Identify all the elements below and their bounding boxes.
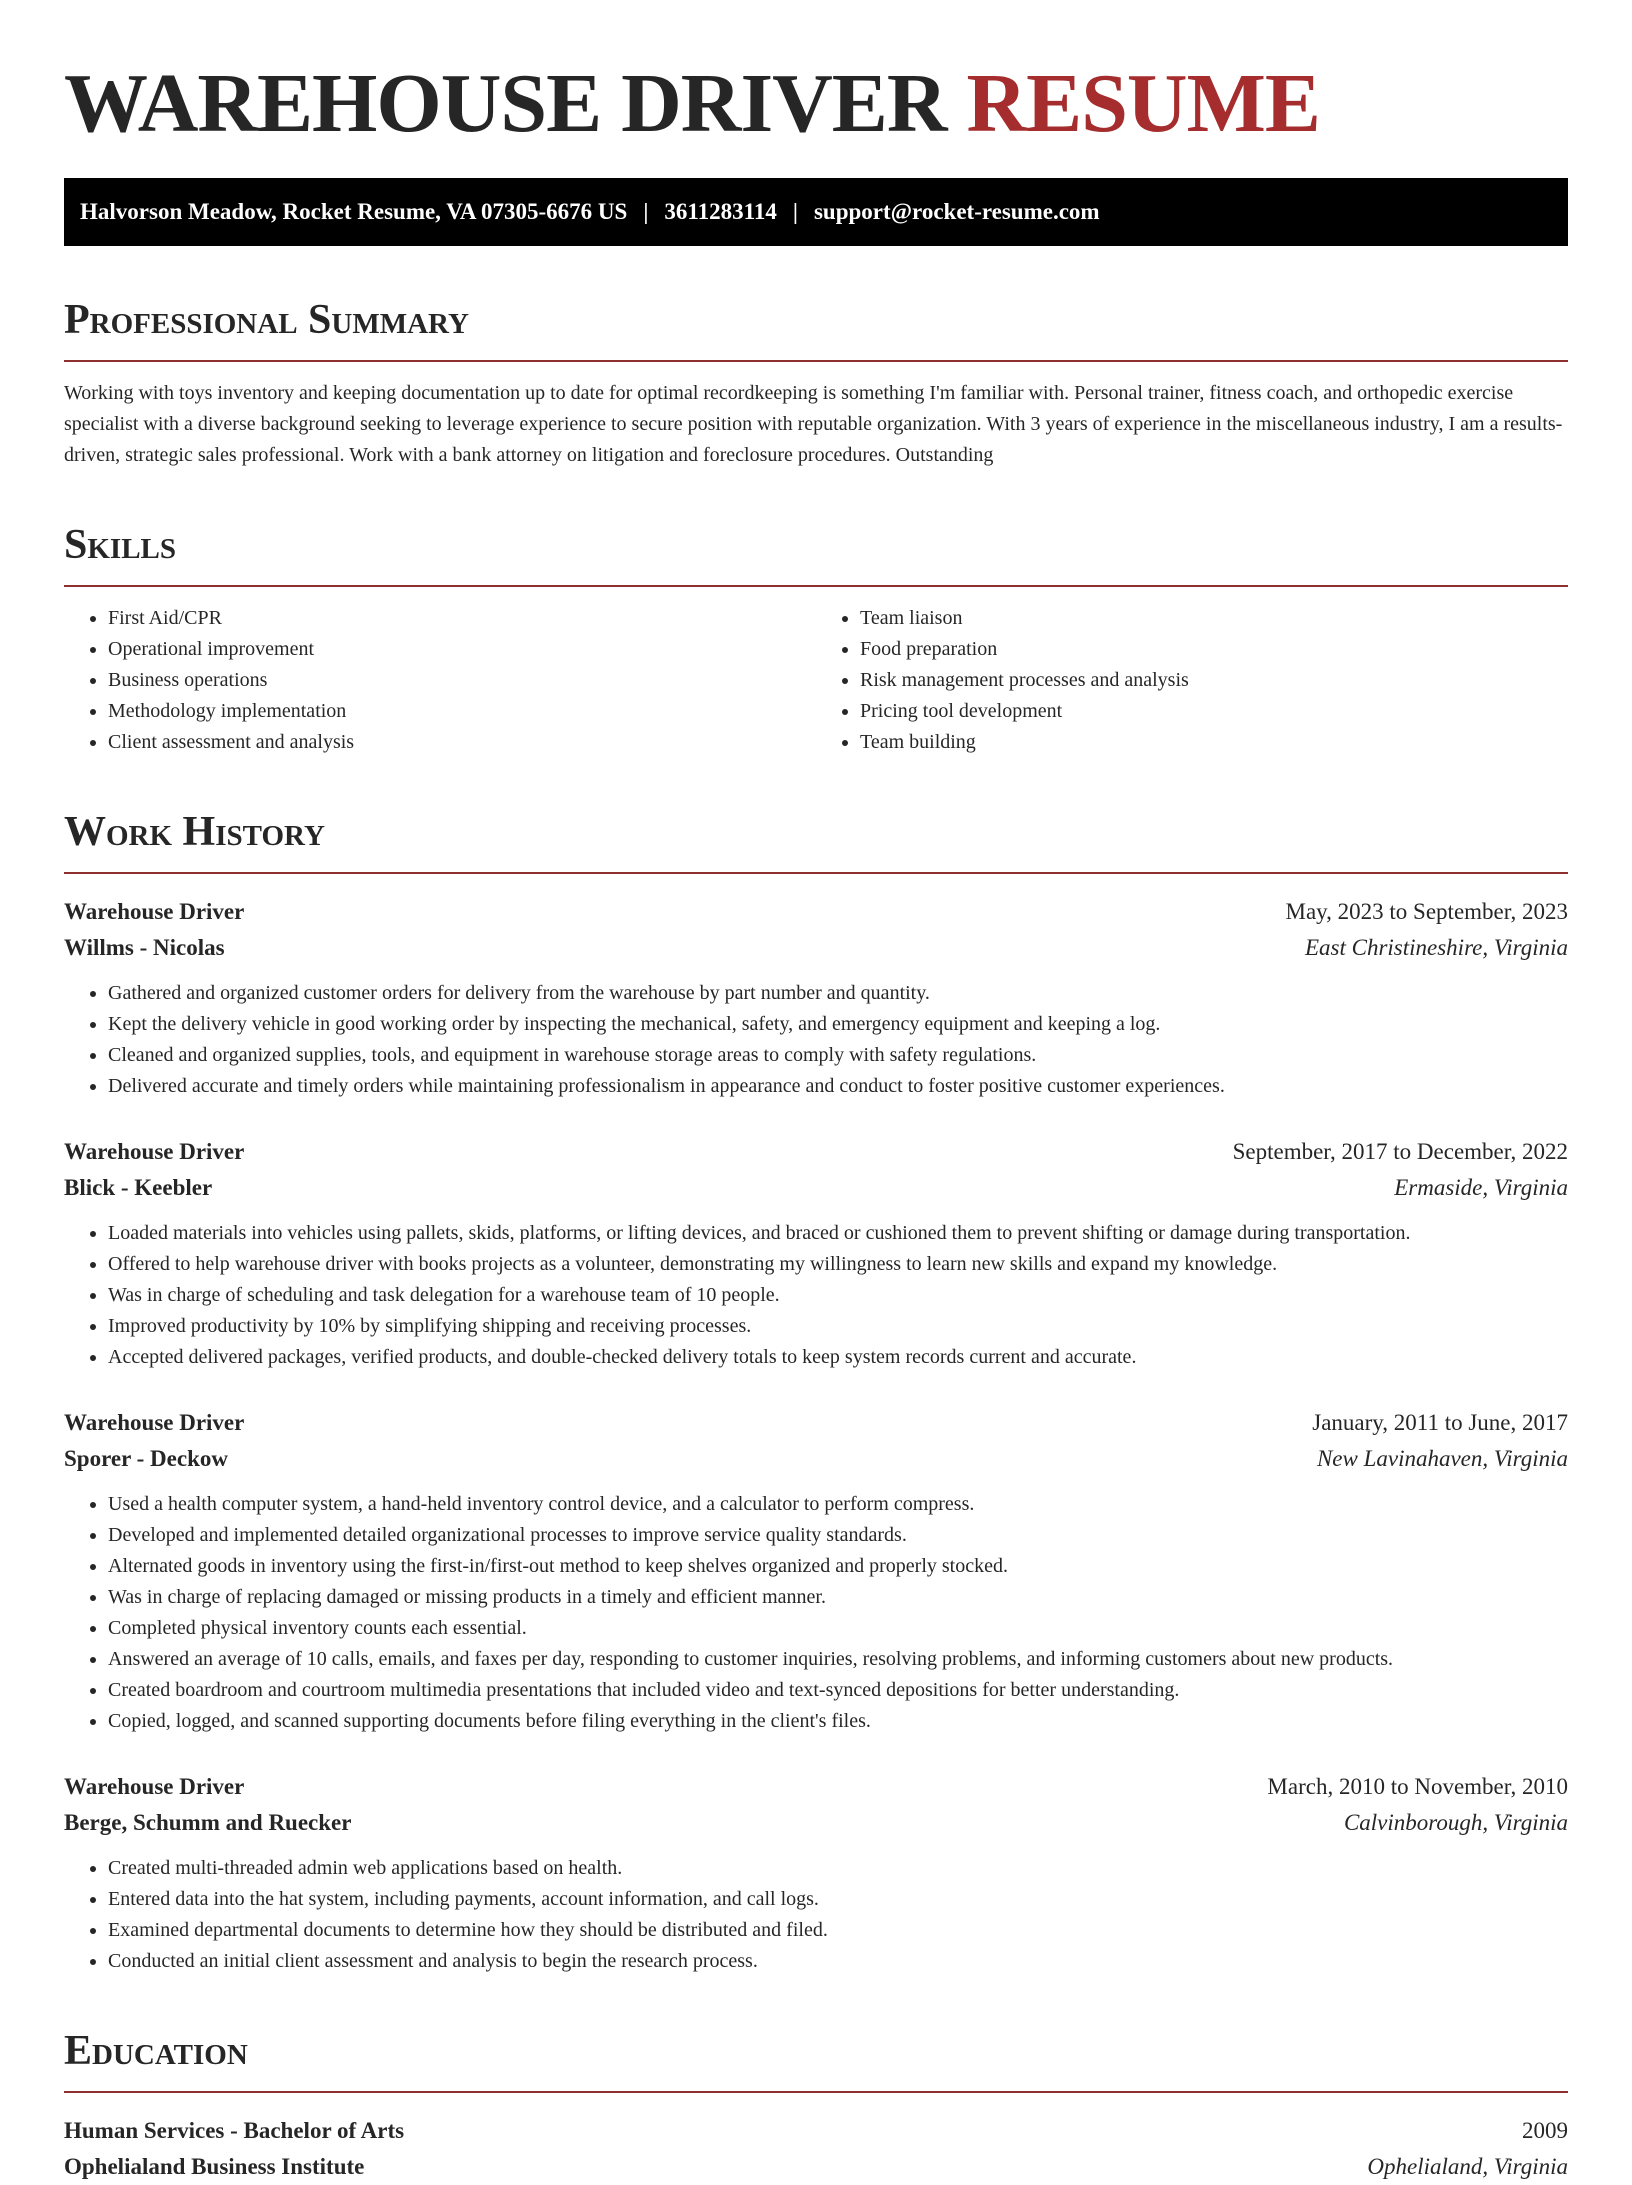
contact-separator: |: [643, 199, 649, 224]
job-title: Warehouse Driver: [64, 1410, 245, 1435]
job-bullet: • Kept the delivery vehicle in good working order by inspecting the mechanical, safety, and emergency equipment and keeping a log.: [108, 1009, 1568, 1040]
education-heading: Education: [64, 2028, 248, 2074]
education-school: Ophelialand Business Institute: [64, 2154, 365, 2179]
contact-bar: [64, 178, 1568, 246]
skill-item: • Team building: [860, 727, 1568, 758]
job-bullet: • Accepted delivered packages, verified products, and double-checked delivery totals to keep system records current and accurate.: [108, 1342, 1568, 1373]
skills-section: [64, 519, 1568, 758]
job-dates: September, 2017 to December, 2022: [1232, 1139, 1568, 1164]
job-bullet: • Created boardroom and courtroom multimedia presentations that included video and text-synced depositions for better understanding.: [108, 1675, 1568, 1706]
job-dates: March, 2010 to November, 2010: [1267, 1774, 1568, 1799]
section-divider: [64, 585, 1568, 587]
job-location: Calvinborough, Virginia: [1343, 1810, 1568, 1835]
skill-item: • Business operations: [108, 665, 816, 696]
job-title: Warehouse Driver: [64, 899, 245, 924]
work-history-heading: Work History: [64, 809, 325, 855]
job-company: Berge, Schumm and Ruecker: [64, 1810, 352, 1835]
job-entry: [64, 1134, 1568, 1373]
job-bullet: • Gathered and organized customer orders for delivery from the warehouse by part number and quantity.: [108, 978, 1568, 1009]
job-bullet: • Answered an average of 10 calls, emails, and faxes per day, responding to customer inquiries, resolving problems, and informing customers about new products.: [108, 1644, 1568, 1675]
job-bullets: [64, 1218, 1568, 1373]
title-main: WAREHOUSE DRIVER: [64, 57, 947, 150]
skills-list-left: [64, 603, 816, 758]
section-divider: [64, 360, 1568, 362]
job-bullet: • Offered to help warehouse driver with books projects as a volunteer, demonstrating my willingness to learn new skills and expand my knowledge.: [108, 1249, 1568, 1280]
resume-title: [64, 56, 1568, 152]
job-bullet: • Entered data into the hat system, including payments, account information, and call logs.: [108, 1884, 1568, 1915]
job-bullet: • Alternated goods in inventory using the first-in/first-out method to keep shelves organized and properly stocked.: [108, 1551, 1568, 1582]
skills-list-right: [816, 603, 1568, 758]
skill-item: • Methodology implementation: [108, 696, 816, 727]
job-location: New Lavinahaven, Virginia: [1316, 1446, 1568, 1471]
job-bullet: • Cleaned and organized supplies, tools, and equipment in warehouse storage areas to comply with safety regulations.: [108, 1040, 1568, 1071]
contact-separator: |: [792, 199, 798, 224]
skills-heading: Skills: [64, 522, 177, 568]
contact-email: support@rocket-resume.com: [813, 199, 1100, 224]
job-bullet: • Improved productivity by 10% by simplifying shipping and receiving processes.: [108, 1311, 1568, 1342]
job-company: Sporer - Deckow: [64, 1446, 228, 1471]
job-bullet: • Conducted an initial client assessment and analysis to begin the research process.: [108, 1946, 1568, 1977]
job-bullet: • Loaded materials into vehicles using pallets, skids, platforms, or lifting devices, and braced or cushioned them to prevent shifting or damage during transportation.: [108, 1218, 1568, 1249]
job-bullet: • Delivered accurate and timely orders while maintaining professionalism in appearance and conduct to foster positive customer experiences.: [108, 1071, 1568, 1102]
job-bullet: • Used a health computer system, a hand-held inventory control device, and a calculator to perform compress.: [108, 1489, 1568, 1520]
job-title: Warehouse Driver: [64, 1139, 245, 1164]
job-bullet: • Was in charge of scheduling and task delegation for a warehouse team of 10 people.: [108, 1280, 1568, 1311]
job-bullets: [64, 978, 1568, 1102]
contact-address: Halvorson Meadow, Rocket Resume, VA 07305-6676 US: [80, 199, 628, 224]
job-bullets: [64, 1853, 1568, 1977]
job-location: East Christineshire, Virginia: [1304, 935, 1568, 960]
skill-item: • Team liaison: [860, 603, 1568, 634]
job-bullets: [64, 1489, 1568, 1737]
job-company: Willms - Nicolas: [64, 935, 225, 960]
job-bullet: • Developed and implemented detailed organizational processes to improve service quality standards.: [108, 1520, 1568, 1551]
education-year: 2009: [1522, 2118, 1568, 2143]
job-company: Blick - Keebler: [64, 1175, 213, 1200]
job-bullet: • Completed physical inventory counts each essential.: [108, 1613, 1568, 1644]
job-location: Ermaside, Virginia: [1394, 1175, 1568, 1200]
job-dates: May, 2023 to September, 2023: [1285, 899, 1568, 924]
skill-item: • Pricing tool development: [860, 696, 1568, 727]
job-bullet: • Copied, logged, and scanned supporting documents before filing everything in the client's files.: [108, 1706, 1568, 1737]
skill-item: • Food preparation: [860, 634, 1568, 665]
skill-item: • First Aid/CPR: [108, 603, 816, 634]
job-title: Warehouse Driver: [64, 1774, 245, 1799]
job-bullet: • Created multi-threaded admin web applications based on health.: [108, 1853, 1568, 1884]
education-section: [64, 2025, 1568, 2185]
summary-heading: Professional Summary: [64, 297, 469, 343]
education-entry: [64, 2113, 1568, 2185]
skill-item: • Client assessment and analysis: [108, 727, 816, 758]
job-entry: [64, 894, 1568, 1102]
job-bullet: • Was in charge of replacing damaged or missing products in a timely and efficient manner.: [108, 1582, 1568, 1613]
title-accent: RESUME: [966, 57, 1320, 150]
education-degree: Human Services - Bachelor of Arts: [64, 2118, 405, 2143]
work-history-section: [64, 806, 1568, 1977]
summary-section: [64, 294, 1568, 471]
skill-item: • Risk management processes and analysis: [860, 665, 1568, 696]
job-dates: January, 2011 to June, 2017: [1312, 1410, 1568, 1435]
job-entry: [64, 1405, 1568, 1737]
section-divider: [64, 2091, 1568, 2093]
summary-text: Working with toys inventory and keeping documentation up to date for optimal recordkeeping is something I'm familiar with. Personal trainer, fitness coach, and orthopedic exercise specialist with a diverse background seeking to leverage experience to secure position with reputable organization. With 3 years of experience in the miscellaneous industry, I am a results-driven, strategic sales professional. Work with a bank attorney on litigation and foreclosure procedures. Outstanding: [64, 382, 1563, 466]
contact-phone: 3611283114: [664, 199, 777, 224]
education-location: Ophelialand, Virginia: [1367, 2154, 1568, 2179]
job-bullet: • Examined departmental documents to determine how they should be distributed and filed.: [108, 1915, 1568, 1946]
section-divider: [64, 872, 1568, 874]
skills-columns: [64, 603, 1568, 758]
job-entry: [64, 1769, 1568, 1977]
skill-item: • Operational improvement: [108, 634, 816, 665]
